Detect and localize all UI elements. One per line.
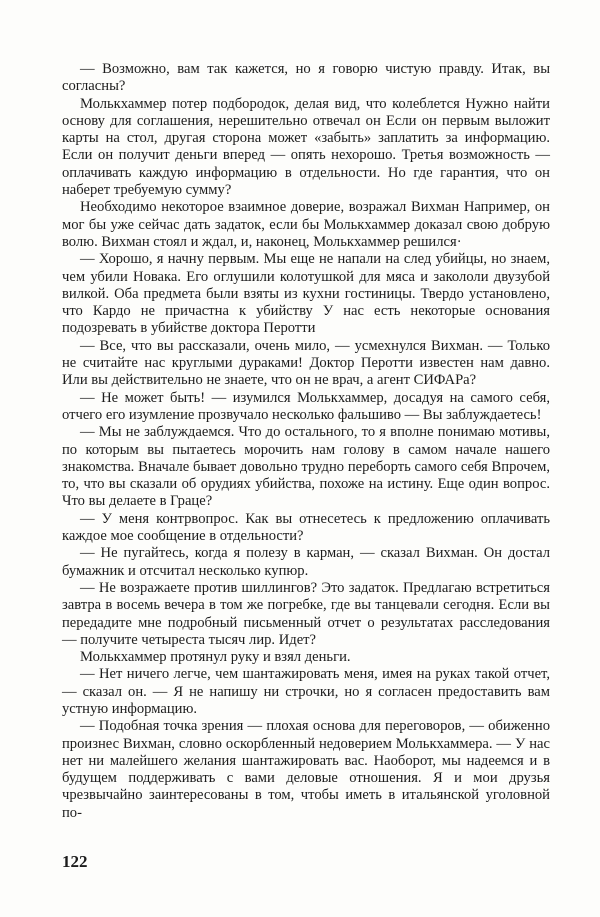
paragraph: — Подобная точка зрения — плохая основа для переговоров, — обиженно произнес Вихман, словно оскорбленный недоверием Молькхаммера. — У нас нет ни малейшего желания шантажировать вас. Наоборот, мы надеемся и в будущем поддерживать с вами деловые отношения. Я и мои друзья чрезвычайно заинтересованы в том, чтобы иметь в итальянской уголовной по- [62, 718, 550, 821]
paragraph: — У меня контрвопрос. Как вы отнесетесь к предложению оплачивать каждое мое сообщение в отдельности? [62, 510, 550, 545]
paragraph: — Мы не заблуждаемся. Что до остального, то я вполне понимаю мотивы, по которым вы пытаетесь морочить нам голову в самом начале нашего знакомства. Вначале бывает довольно трудно переборть самого себя Впрочем, то, что вы сказали об орудиях убийства, похоже на истину. Еще один вопрос. Что вы делаете в Граце? [62, 424, 550, 510]
text-column [62, 61, 550, 822]
paragraph: — Не возражаете против шиллингов? Это задаток. Предлагаю встретиться завтра в восемь вечера в том же погребке, где вы танцевали сегодня. Если вы передадите мне подробный письменный отчет о результатах расследования — получите четыреста тысяч лир. Идет? [62, 579, 550, 648]
paragraph: — Нет ничего легче, чем шантажировать меня, имея на руках такой отчет, — сказал он. — Я не напишу ни строчки, но я согласен предоставить вам устную информацию. [62, 666, 550, 717]
paragraph: — Не может быть! — изумился Молькхаммер, досадуя на самого себя, отчего его изумление прозвучало несколько фальшиво — Вы заблуждаетесь! [62, 389, 550, 423]
paragraph: — Хорошо, я начну первым. Мы еще не напали на след убийцы, но знаем, чем убили Новака. Его оглушили колотушкой для мяса и закололи двузубой вилкой. Оба предмета были взяты из кухни гостиницы. Твердо установлено, что Кардо не причастна к убийству У нас есть некоторые основания подозревать в убийстве доктора Перотти [62, 251, 550, 337]
paragraph: Молькхаммер потер подбородок, делая вид, что колеблется Нужно найти основу для соглашения, нерешительно отвечал он Если он первым выложит карты на стол, другая сторона может «забыть» заплатить за информацию. Если он получит деньги вперед — опять нехорошо. Третья возможность — оплачивать каждую информацию в отдельности. Но где гарантия, что он наберет требуемую сумму? [62, 95, 550, 199]
paragraph: Молькхаммер протянул руку и взял деньги. [80, 649, 351, 666]
page-number: 122 [62, 852, 88, 871]
paragraph: Необходимо некоторое взаимное доверие, возражал Вихман Например, он мог бы уже сейчас дать задаток, если бы Молькхаммер доказал свою добрую волю. Вихман стоял и ждал, и, наконец, Молькхаммер решился· [62, 199, 550, 250]
paragraph: — Не пугайтесь, когда я полезу в карман, — сказал Вихман. Он достал бумажник и отсчитал несколько купюр. [62, 545, 550, 579]
paragraph: — Возможно, вам так кажется, но я говорю чистую правду. Итак, вы согласны? [62, 61, 550, 95]
paragraph: — Все, что вы рассказали, очень мило, — усмехнулся Вихман. — Только не считайте нас круглыми дураками! Доктор Перотти известен нам давно. Или вы действительно не знаете, что он не врач, а агент СИФАРа? [62, 337, 550, 389]
